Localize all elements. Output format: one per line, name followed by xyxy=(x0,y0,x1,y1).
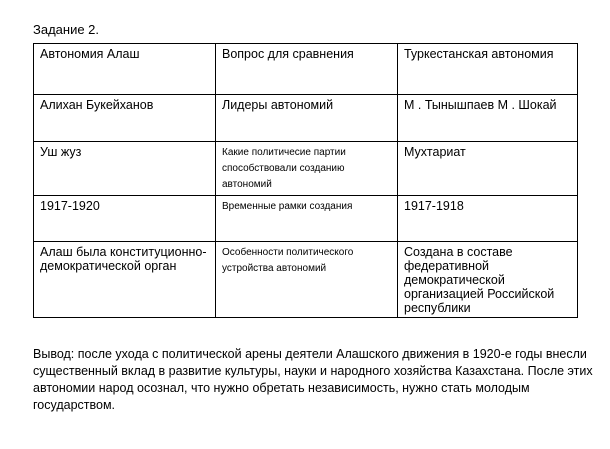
table-cell: Какие политичесие партии способствовали созданию автономий xyxy=(216,142,398,196)
table-cell: Особенности политического устройства автономий xyxy=(216,242,398,318)
table-cell: Временные рамки создания xyxy=(216,196,398,242)
table-cell: М . Тынышпаев М . Шокай xyxy=(398,95,578,142)
table-cell: Создана в составе федеративной демократической организацией Российской республики xyxy=(398,242,578,318)
table-cell: Туркестанская автономия xyxy=(398,44,578,95)
conclusion-text: Вывод: после ухода с политической арены деятели Алашского движения в 1920-е годы внесли существенный вклад в развитие культуры, науки и народного хозяйства Казахстана. После этих автономии народ осознал, что нужно обретать независимость, нужно стать молодым государством. xyxy=(33,347,593,412)
table-cell: 1917-1918 xyxy=(398,196,578,242)
table-cell: Лидеры автономий xyxy=(216,95,398,142)
table-cell: Вопрос для сравнения xyxy=(216,44,398,95)
table-cell: Мухтариат xyxy=(398,142,578,196)
table-cell: Автономия Алаш xyxy=(34,44,216,95)
table-row xyxy=(34,242,578,318)
comparison-table xyxy=(33,43,578,318)
task-title: Задание 2. xyxy=(33,22,100,37)
table-cell: 1917-1920 xyxy=(34,196,216,242)
table-cell: Алаш была конституционно-демократической орган xyxy=(34,242,216,318)
table-row xyxy=(34,196,578,242)
table-cell: Уш жуз xyxy=(34,142,216,196)
table-row xyxy=(34,95,578,142)
table-row xyxy=(34,44,578,95)
table-row xyxy=(34,142,578,196)
table-cell: Алихан Букейханов xyxy=(34,95,216,142)
